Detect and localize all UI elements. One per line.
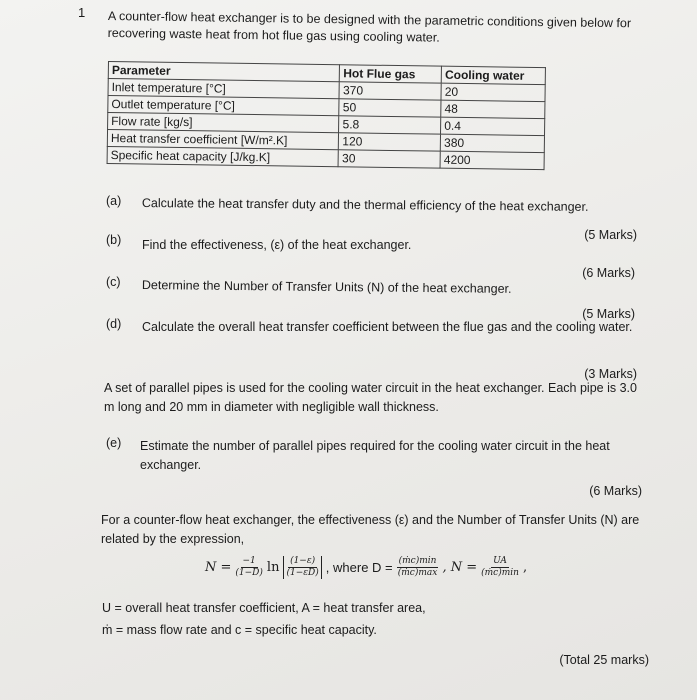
part-d-marks: (3 Marks) [584, 367, 637, 381]
part-a-marks: (5 Marks) [584, 228, 637, 242]
formula-end: , [522, 560, 528, 575]
table-cell: 0.4 [441, 117, 545, 135]
table-cell: 20 [441, 83, 545, 101]
table-cell: Inlet temperature [°C] [108, 79, 340, 99]
table-cell: 30 [338, 150, 440, 168]
formula-n-num: UA [493, 556, 507, 566]
formula-ln: ln [266, 560, 280, 575]
part-d-label: (d) [106, 317, 122, 331]
parameter-table [107, 61, 546, 170]
table-cell: 5.8 [339, 116, 441, 134]
formula-n2: , N = [442, 560, 478, 575]
formula-fraction-2-den: (1−εD) [286, 568, 319, 578]
part-c-label: (c) [106, 275, 121, 289]
formula-fraction-2-num: (1−ε) [290, 556, 316, 566]
part-d-text: Calculate the overall heat transfer coefficient between the flue gas and the cooling water. [142, 320, 633, 334]
table-cell: 4200 [440, 151, 544, 169]
table-cell: 50 [339, 99, 441, 117]
part-b-label: (b) [106, 233, 122, 247]
pipe-paragraph: A set of parallel pipes is used for the cooling water circuit in the heat exchanger. Each pipe is 3.0 m long and 20 mm in diameter with negligible wall thickness. [104, 381, 637, 414]
table-header: Hot Flue gas [340, 65, 442, 83]
part-c-text: Determine the Number of Transfer Units (N) of the heat exchanger. [141, 277, 512, 296]
formula-d-num: (ṁc)min [398, 556, 437, 566]
definition-line-1: U = overall heat transfer coefficient, A = heat transfer area, [102, 601, 426, 615]
table-header: Cooling water [441, 66, 545, 84]
table-header: Parameter [108, 62, 340, 82]
table-cell: 120 [339, 133, 441, 151]
formula-n-fraction [481, 556, 519, 579]
formula-where: , where D = [325, 560, 393, 575]
part-a-label: (a) [106, 194, 122, 208]
formula-n-den: (ṁc)min [481, 568, 519, 578]
formula-fraction-2 [286, 556, 318, 579]
table-cell: 48 [441, 100, 545, 118]
question-intro: A counter-flow heat exchanger is to be designed with the parametric conditions given below for recovering waste heat from hot flue gas using cooling water. [107, 8, 632, 45]
formula-bracket [283, 556, 321, 579]
total-marks: (Total 25 marks) [559, 653, 649, 667]
table-cell: 370 [339, 82, 441, 100]
part-a-text: Calculate the heat transfer duty and the thermal efficiency of the heat exchanger. [141, 195, 589, 214]
formula-n-lhs: N = [205, 560, 232, 575]
ntu-formula [205, 556, 527, 579]
formula-d-fraction [397, 556, 439, 579]
formula-fraction-1-den: (1−D) [235, 568, 263, 578]
part-e-text: Estimate the number of parallel pipes required for the cooling water circuit in the heat exchanger. [140, 439, 610, 472]
part-e-marks: (6 Marks) [589, 484, 642, 498]
table-cell: Heat transfer coefficient [W/m².K] [107, 130, 339, 150]
table-cell: Flow rate [kg/s] [108, 113, 340, 133]
table-cell: Outlet temperature [°C] [108, 96, 340, 116]
part-b-text: Find the effectiveness, (ε) of the heat exchanger. [142, 238, 412, 252]
question-number: 1 [78, 5, 86, 20]
part-e-label: (e) [106, 436, 122, 450]
relation-paragraph: For a counter-flow heat exchanger, the effectiveness (ε) and the Number of Transfer Units (N) are related by the expression, [101, 513, 640, 546]
definition-line-2: ṁ = mass flow rate and c = specific heat capacity. [102, 623, 377, 637]
formula-fraction-1 [235, 556, 263, 579]
formula-fraction-1-num: −1 [242, 556, 256, 566]
formula-d-den: (ṁc)max [397, 568, 438, 578]
part-c-marks: (5 Marks) [582, 307, 635, 321]
table-cell: 380 [440, 134, 544, 152]
part-b-marks: (6 Marks) [582, 266, 635, 280]
table-cell: Specific heat capacity [J/kg.K] [107, 146, 339, 166]
